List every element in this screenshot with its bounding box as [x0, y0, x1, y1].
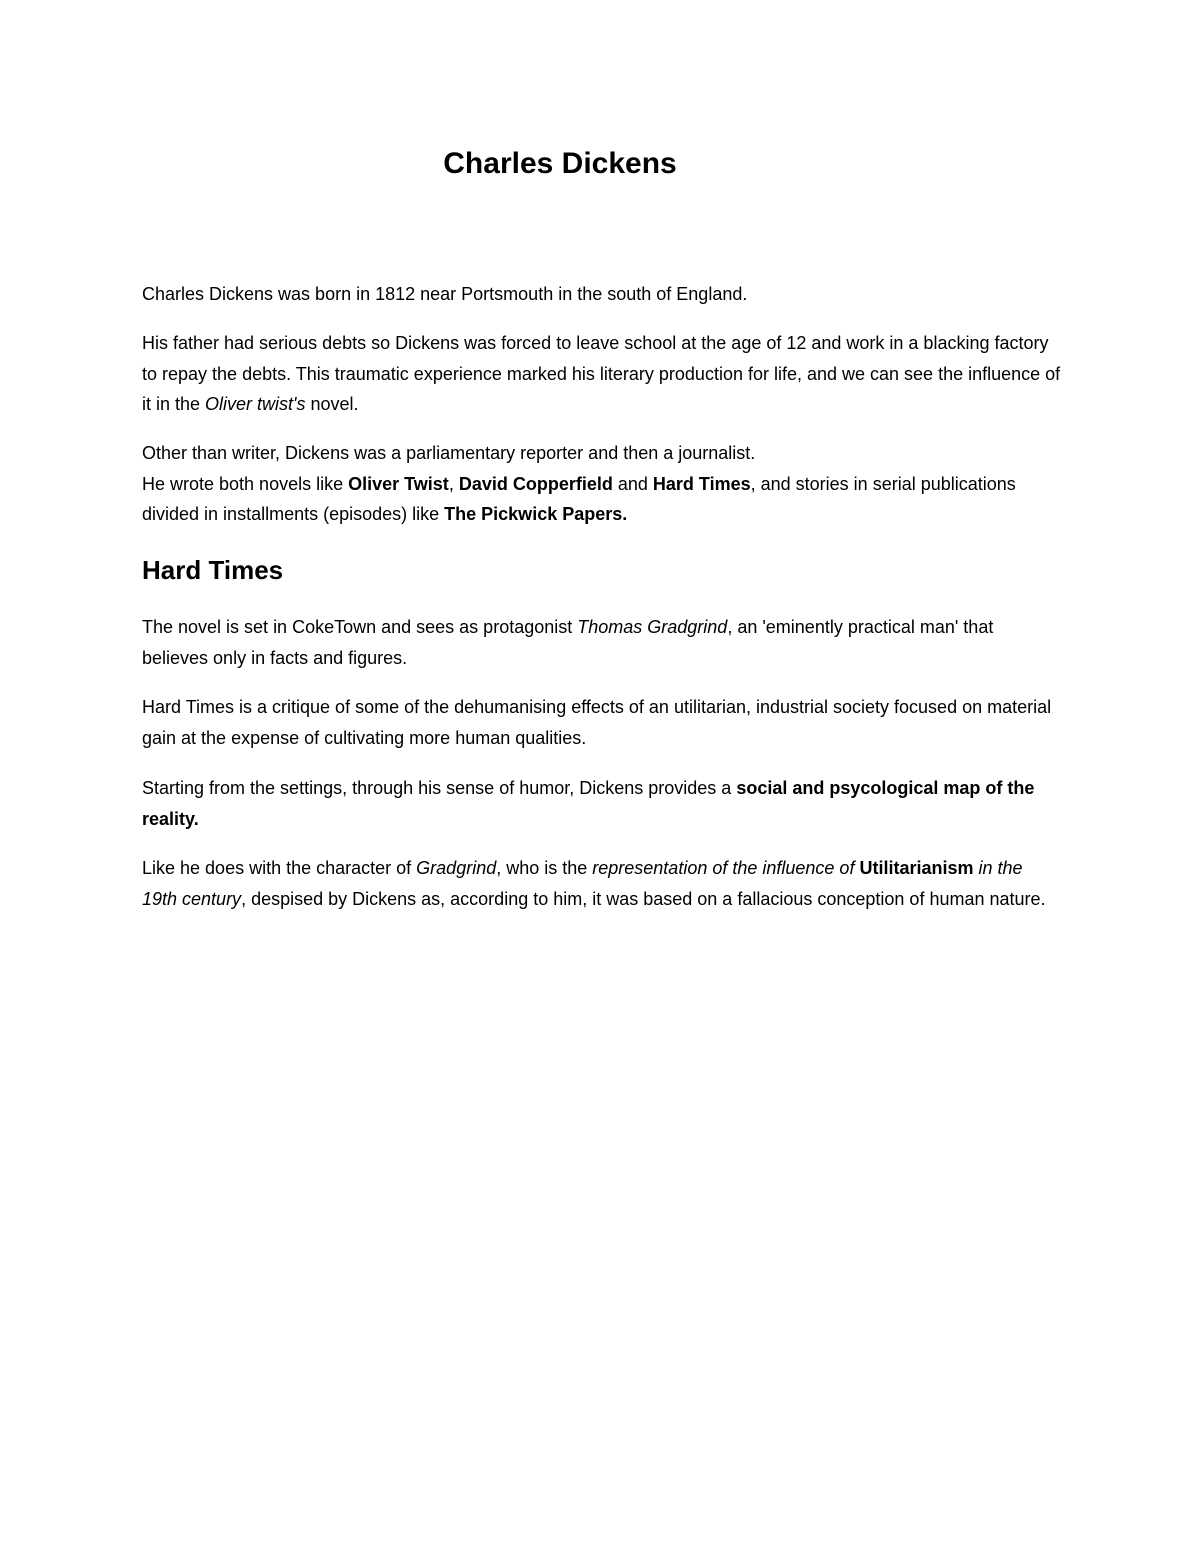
paragraph-text: and: [612, 473, 653, 494]
italic-phrase-representation: representation of the influence of: [592, 858, 855, 878]
section-paragraph-critique: Hard Times is a critique of some of the dehumanising effects of an utilitarian, industrial society focused on material gain at the expense of cultivating more human qualities.: [142, 697, 1052, 748]
italic-name-thomas-gradgrind: Thomas Gradgrind: [577, 617, 728, 637]
section-paragraph-map: [142, 773, 1062, 834]
section-paragraph-setting: [142, 612, 1062, 673]
bold-title-david-copperfield: David Copperfield: [458, 473, 613, 494]
paragraph-text: The novel is set in CokeTown and sees as protagonist: [142, 617, 578, 637]
section-paragraph-gradgrind: [142, 853, 1062, 914]
italic-title-oliver-twist: Oliver twist's: [205, 394, 306, 414]
paragraph-text: novel.: [305, 394, 359, 414]
paragraph-line: Other than writer, Dickens was a parliamentary reporter and then a journalist.: [142, 443, 756, 463]
bold-phrase-social-map: social and psycological map of the reality.: [142, 778, 1035, 829]
italic-phrase-19th-century: in the 19th century: [142, 858, 1023, 909]
intro-paragraph-career: [142, 438, 1062, 530]
paragraph-text: , and stories in serial publications divided in installments (episodes) like: [142, 473, 1016, 524]
section-heading: Hard Times: [142, 555, 284, 585]
paragraph-text: , an 'eminently practical man' that believes only in facts and figures.: [142, 617, 994, 668]
bold-title-pickwick-papers: The Pickwick Papers.: [444, 504, 628, 524]
paragraph-text: His father had serious debts so Dickens was forced to leave school at the age of 12 and work in a blacking factory to repay the debts. This traumatic experience marked his literary production for life, and we can see the influence of it in the: [142, 333, 1061, 414]
paragraph-text: ,: [448, 473, 459, 494]
document-title: Charles Dickens: [443, 147, 677, 180]
intro-paragraph-childhood: [142, 328, 1062, 420]
bold-title-oliver-twist: Oliver Twist: [348, 473, 449, 494]
paragraph-text: Starting from the settings, through his sense of humor, Dickens provides a: [142, 778, 737, 798]
bold-title-hard-times: Hard Times: [652, 473, 751, 494]
italic-name-gradgrind: Gradgrind: [416, 858, 497, 878]
intro-paragraph-birth: Charles Dickens was born in 1812 near Portsmouth in the south of England.: [142, 284, 748, 304]
bold-term-utilitarianism: Utilitarianism: [859, 858, 974, 878]
paragraph-text: Like he does with the character of: [142, 858, 417, 878]
paragraph-text: , who is the: [496, 858, 593, 878]
paragraph-text: He wrote both novels like: [142, 473, 349, 494]
paragraph-text: , despised by Dickens as, according to him, it was based on a fallacious conception of human nature.: [241, 888, 1046, 909]
